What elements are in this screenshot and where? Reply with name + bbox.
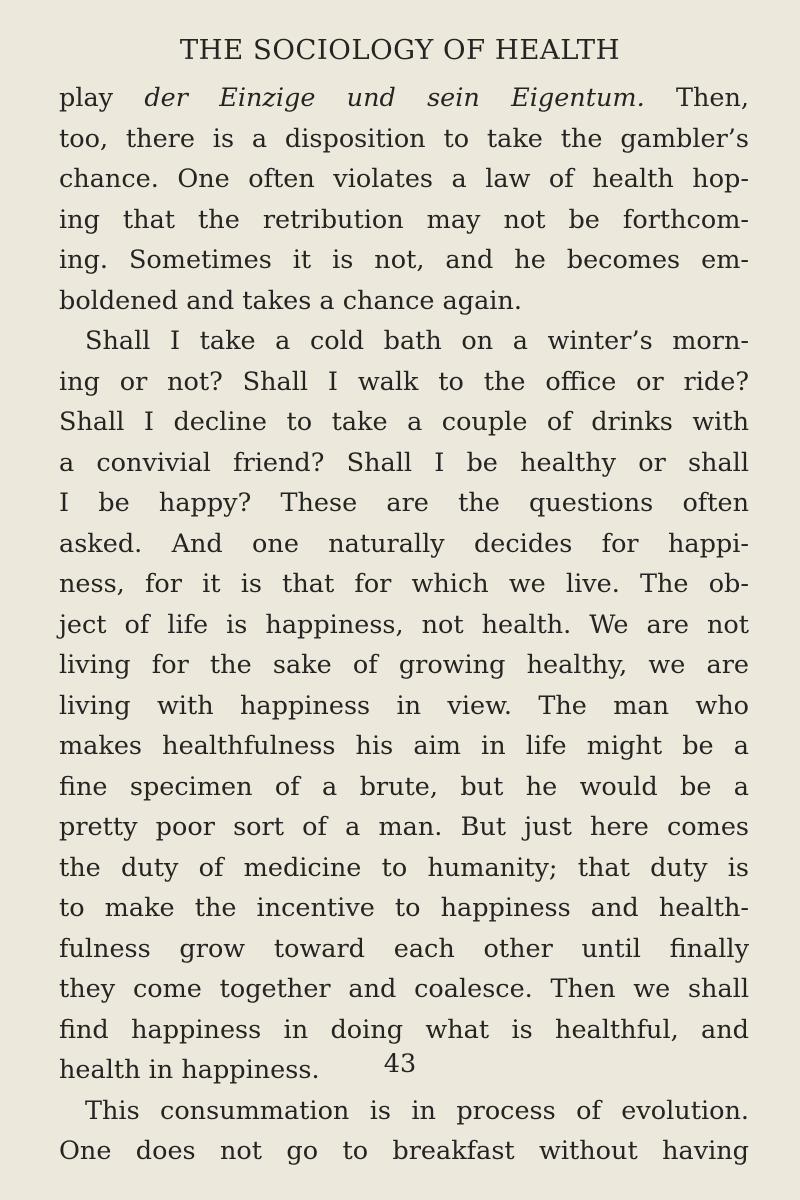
text-line: boldened and takes a chance again. bbox=[59, 285, 522, 316]
text-line: they come together and coalesce. Then we shall bbox=[59, 974, 749, 1004]
text-line: a convivial friend? Shall I be healthy or shall bbox=[59, 447, 749, 478]
text-line: Shall I take a cold bath on a winter’s morn- bbox=[85, 326, 749, 356]
text-line bbox=[59, 78, 749, 119]
text-line: health in happiness. bbox=[59, 1055, 320, 1085]
text-line: chance. One often violates a law of health hop- bbox=[59, 164, 749, 194]
text-line: This consummation is in process of evolution. bbox=[85, 1095, 749, 1126]
text-line: find happiness in doing what is healthful, and bbox=[59, 1014, 749, 1045]
text-line: living for the sake of growing healthy, we are bbox=[59, 650, 749, 680]
text-segment: play bbox=[59, 83, 145, 113]
text-line: the duty of medicine to humanity; that duty is bbox=[59, 852, 749, 883]
text-line: Shall I decline to take a couple of drinks with bbox=[59, 407, 749, 437]
text-line: to make the incentive to happiness and health- bbox=[59, 893, 749, 923]
text-line: ing or not? Shall I walk to the office or ride? bbox=[59, 366, 749, 397]
text-line: ing that the retribution may not be forthcom- bbox=[59, 204, 749, 235]
text-line: pretty poor sort of a man. But just here comes bbox=[59, 812, 749, 842]
text-line: asked. And one naturally decides for happi- bbox=[59, 528, 749, 559]
text-line: One does not go to breakfast without having bbox=[59, 1136, 749, 1166]
body-text bbox=[59, 78, 749, 1172]
text-line: living with happiness in view. The man who bbox=[59, 690, 749, 721]
text-line: ject of life is happiness, not health. We are not bbox=[59, 609, 749, 640]
text-segment: Then, bbox=[644, 83, 749, 113]
text-line: I be happy? These are the questions often bbox=[59, 488, 749, 518]
text-line: ness, for it is that for which we live. The ob- bbox=[59, 569, 749, 599]
text-line: fulness grow toward each other until finally bbox=[59, 933, 749, 964]
running-head: THE SOCIOLOGY OF HEALTH bbox=[179, 34, 621, 66]
text-line: makes healthfulness his aim in life might be a bbox=[59, 731, 749, 761]
text-line: too, there is a disposition to take the gambler’s bbox=[59, 123, 749, 154]
italic-title: der Einzige und sein Eigentum. bbox=[144, 83, 645, 113]
text-line: fine specimen of a brute, but he would be a bbox=[59, 771, 749, 802]
text-line: ing. Sometimes it is not, and he becomes em- bbox=[59, 245, 749, 275]
page-number: 43 bbox=[383, 1049, 417, 1079]
